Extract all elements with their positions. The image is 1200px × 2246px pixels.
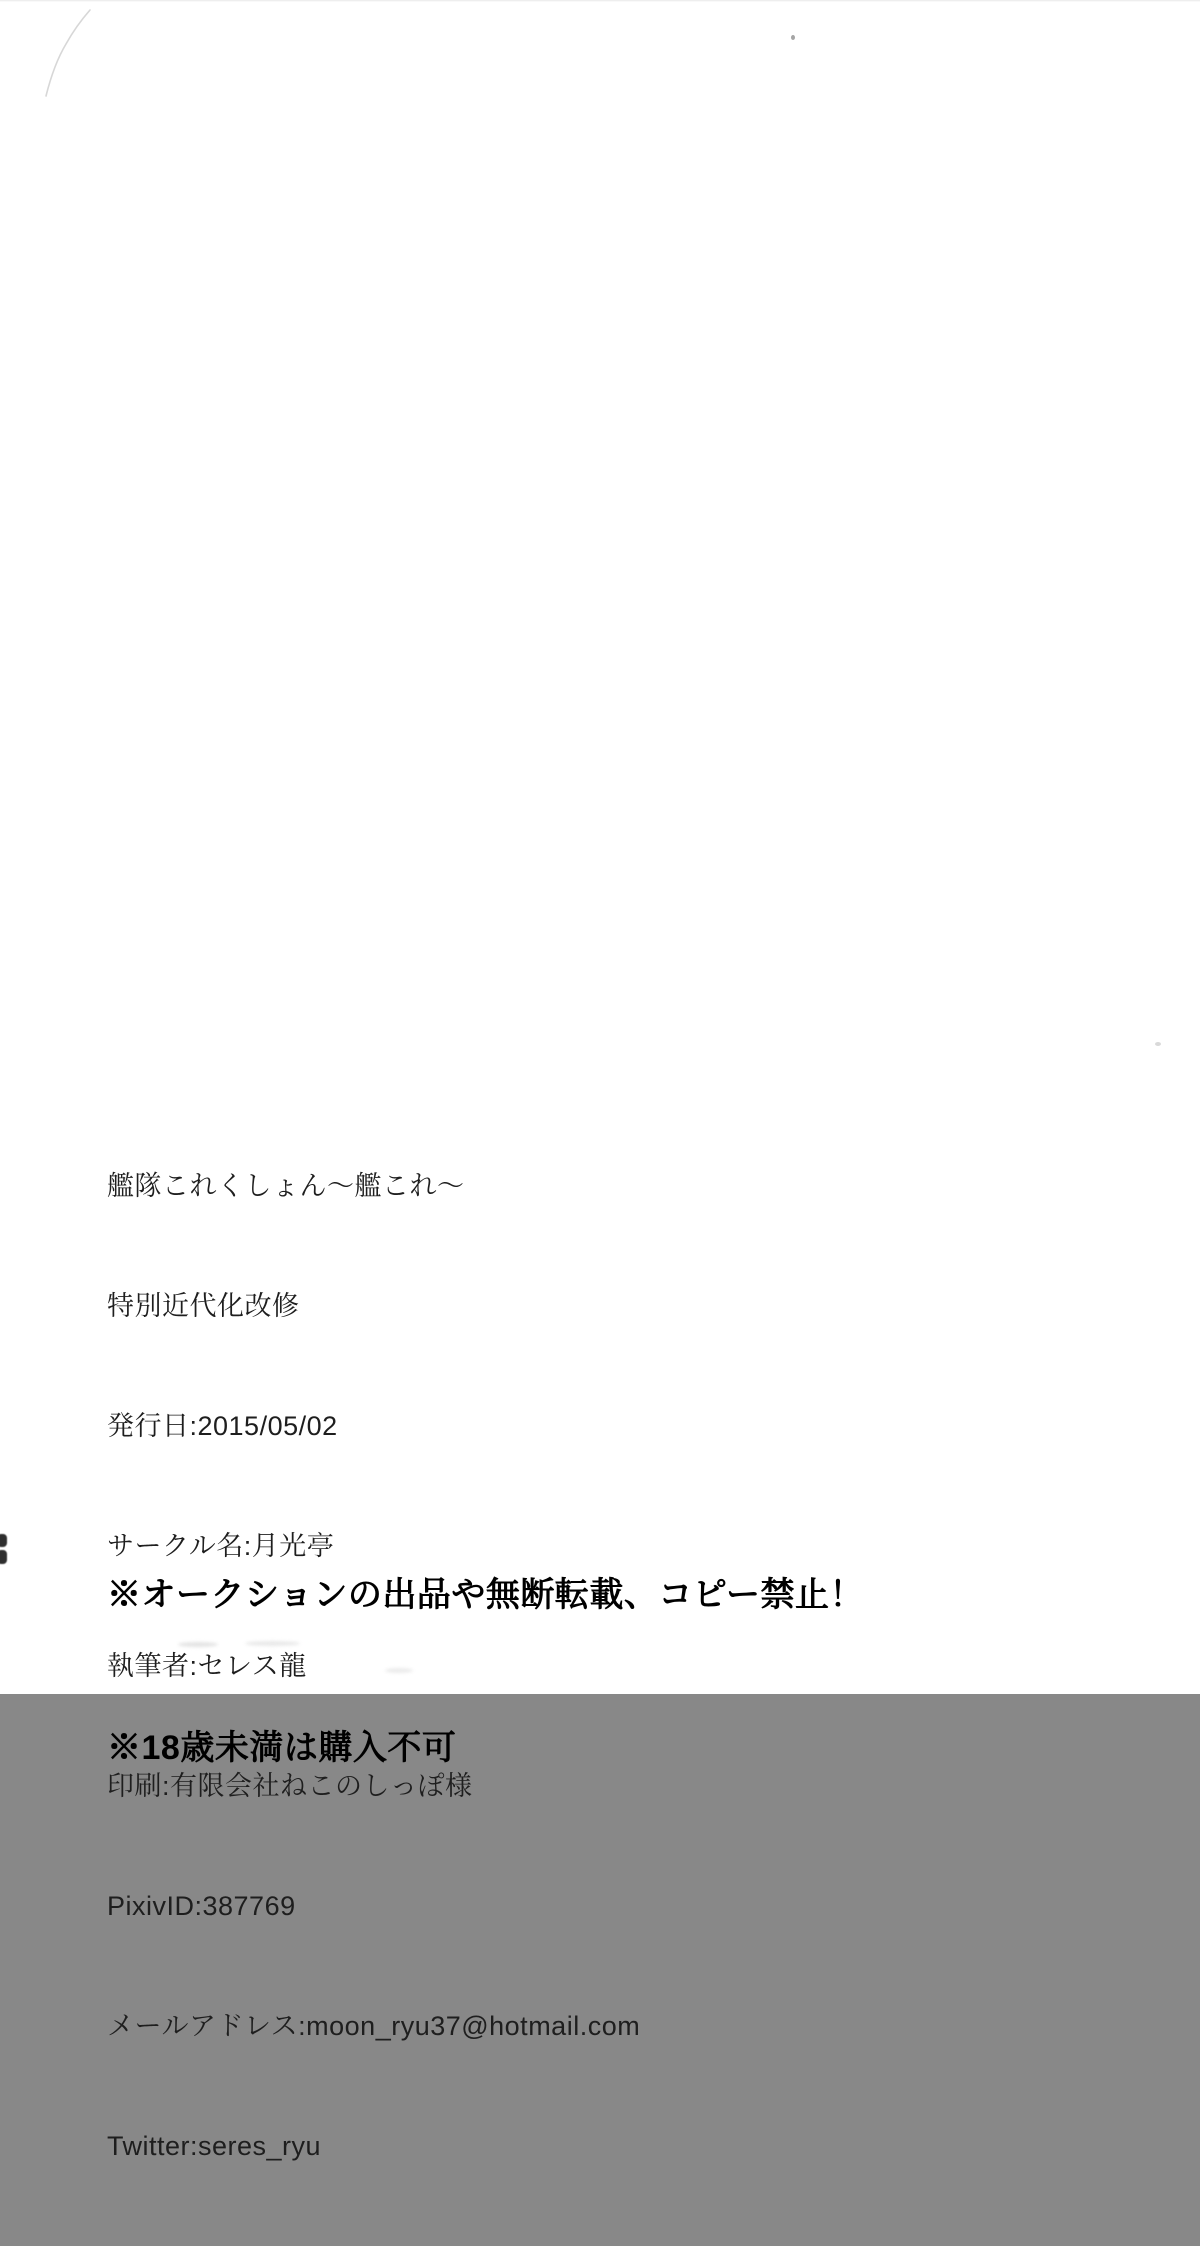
author-name: 執筆者:セレス龍 [107, 1651, 307, 1681]
scan-smudge [178, 1642, 218, 1647]
pixiv-id: PixivID:387769 [107, 1891, 296, 1921]
scan-speck [1155, 1042, 1161, 1046]
scan-smudge [245, 1641, 300, 1646]
scan-scratch-mark [32, 4, 112, 104]
twitter-handle: Twitter:seres_ryu [107, 2131, 322, 2161]
scan-edge-shadow [0, 0, 1200, 2]
scan-speck [791, 35, 795, 40]
email-address: メールアドレス:moon_ryu37@hotmail.com [107, 2011, 641, 2041]
scan-smudge [385, 1668, 413, 1673]
page-edge-ink-mark [0, 1534, 7, 1547]
publish-date: 発行日:2015/05/02 [107, 1411, 338, 1441]
printer-credit: 印刷:有限会社ねこのしっぽ様 [107, 1771, 473, 1801]
book-subtitle: 特別近代化改修 [107, 1291, 300, 1321]
page-edge-ink-mark [0, 1550, 7, 1564]
no-resale-warning: ※オークションの出品や無断転載、コピー禁止！ [107, 1576, 864, 1614]
circle-name: サークル名:月光亭 [107, 1531, 335, 1561]
warning-text-block [107, 1468, 864, 1876]
work-title: 艦隊これくしょん～艦これ～ [107, 1171, 465, 1201]
age-restriction-warning: ※18歳未満は購入不可 [107, 1729, 457, 1767]
